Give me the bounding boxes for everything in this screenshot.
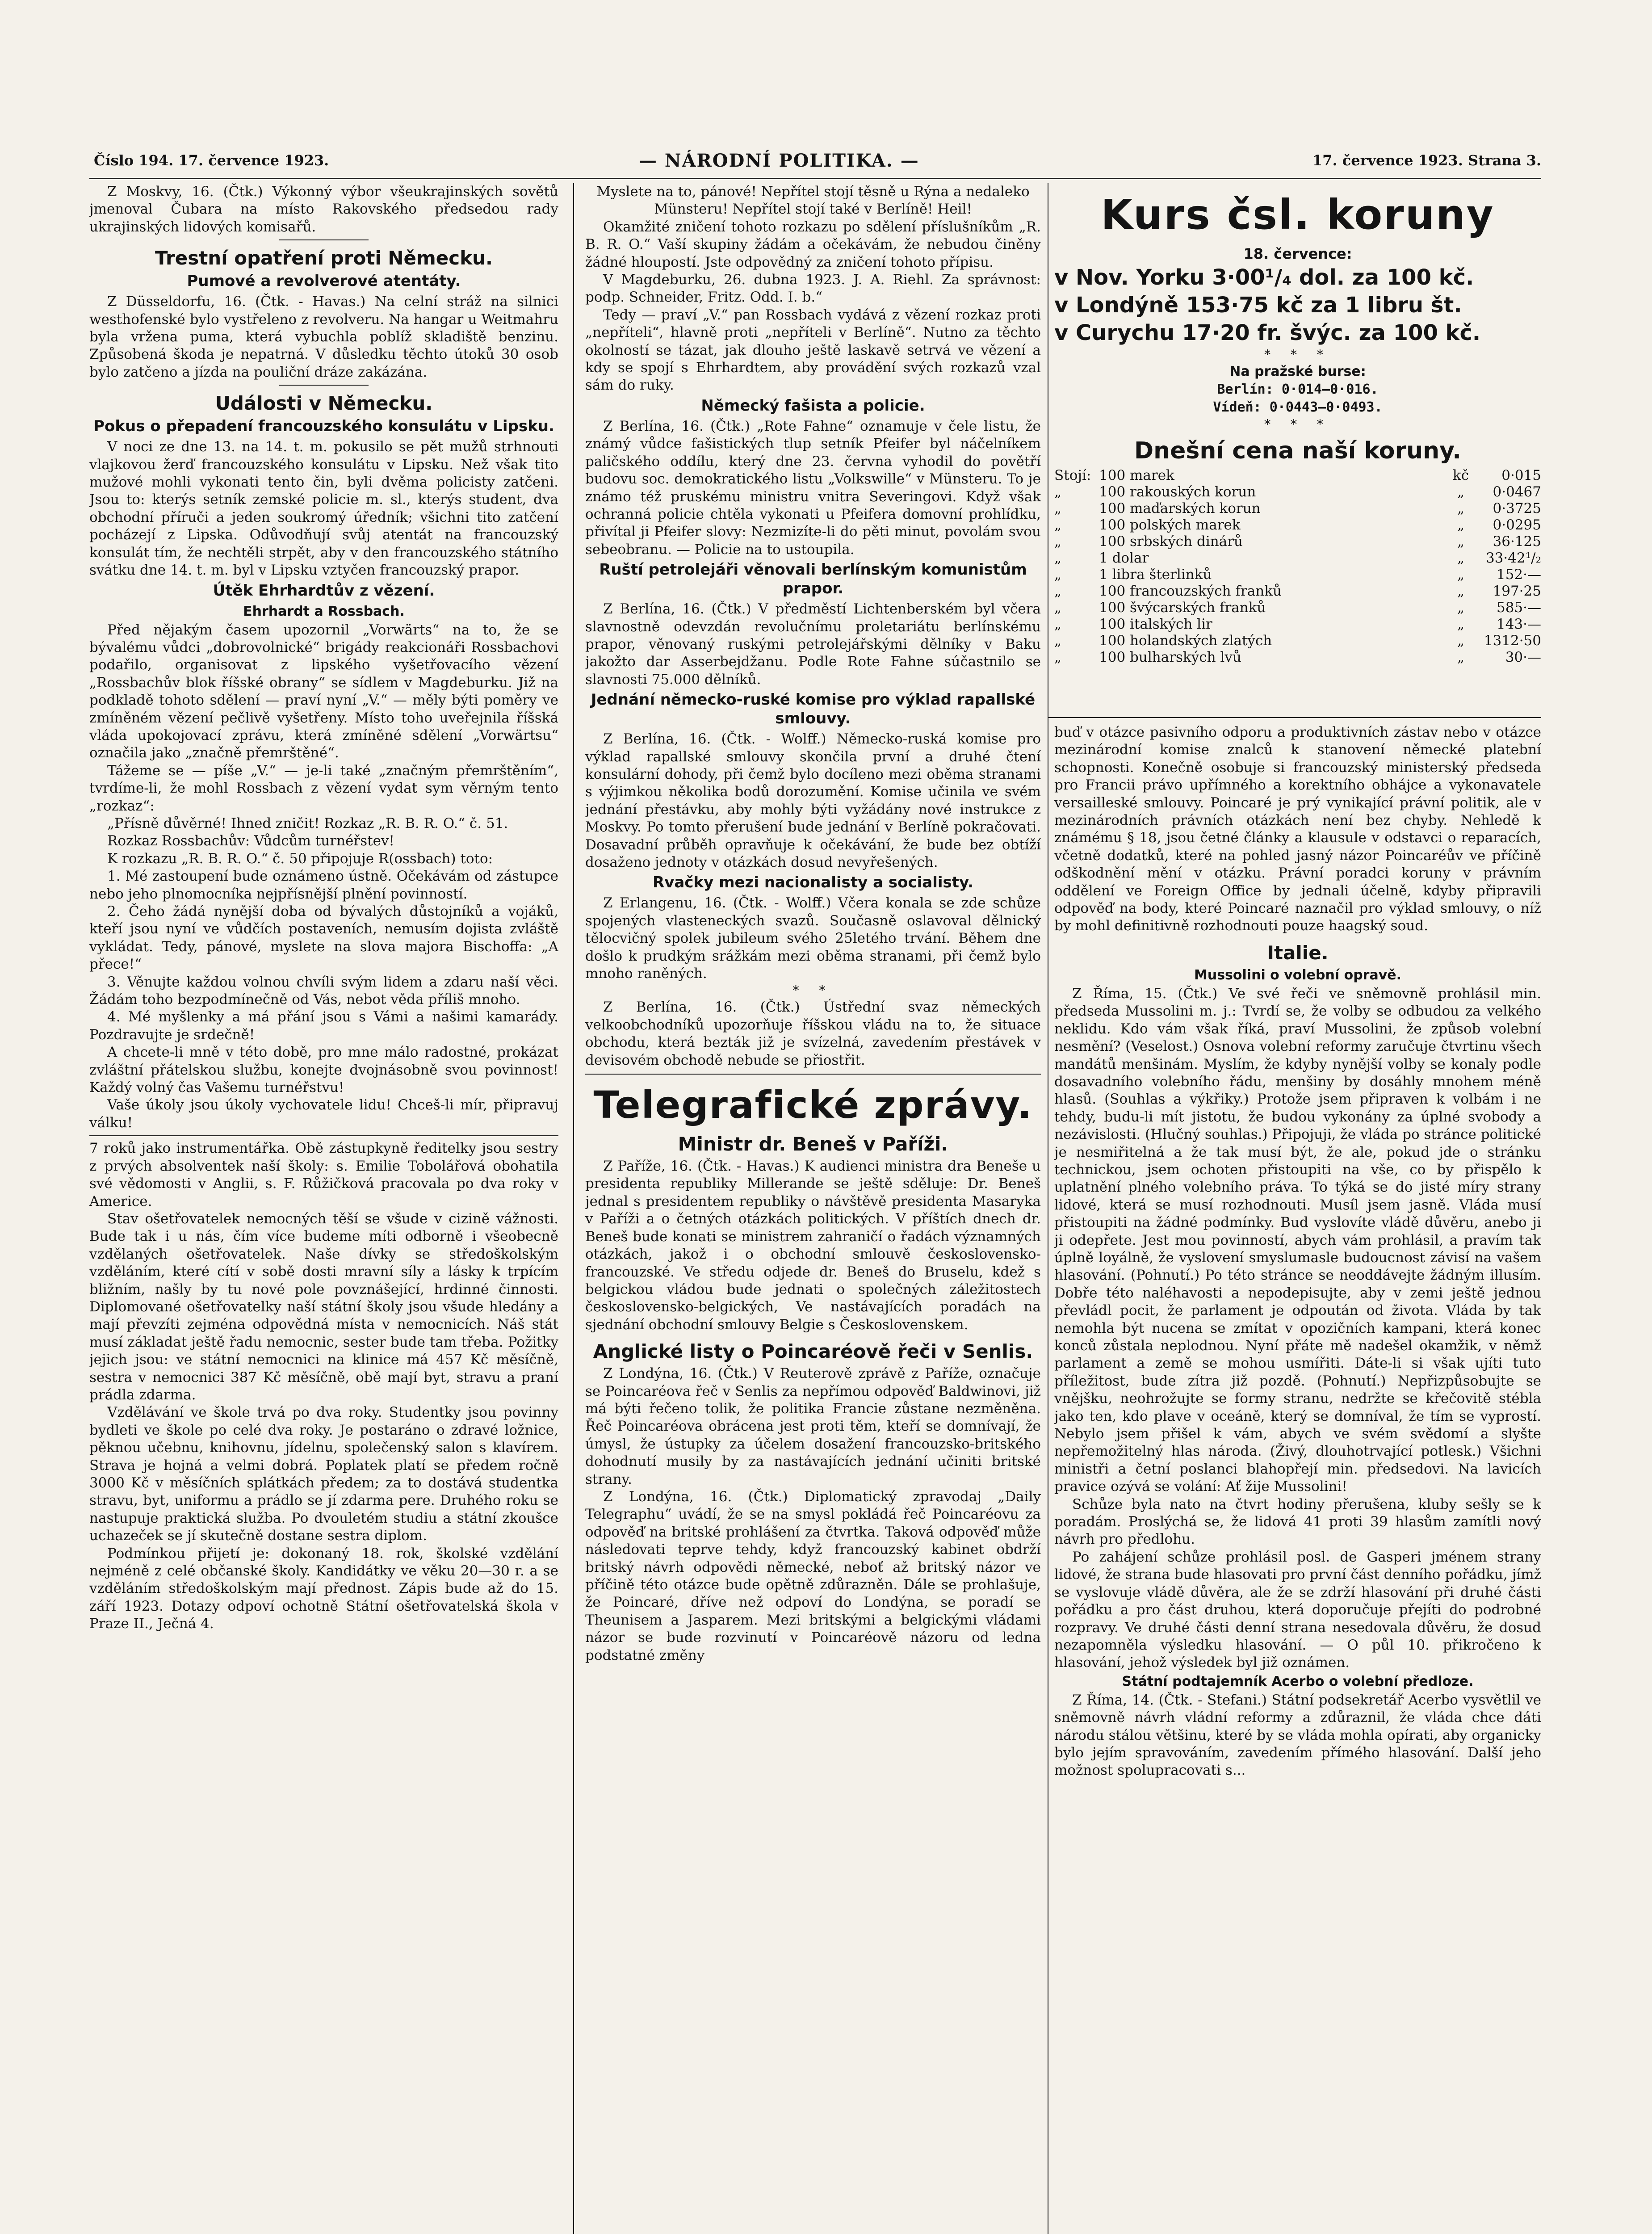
article-rusti: Z Berlína, 16. (Čtk.) V předměstí Lichtenberském byl včera slavnostně odevzdán revolučnímu proletariátu berlínskému prapor, věnovaný ruskými petrolejářskými dělníky v Baku jakožto dar Asserbejdžanu. Podle Rote Fahne súčastnilo se slavnosti 75.000 dělníků. — [585, 601, 1041, 688]
rate-row — [1054, 484, 1541, 500]
rate-unit: „ — [1457, 484, 1465, 500]
paragraph: Vaše úkoly jsou úkoly vychovatele lidu! Chceš-li mír, připravuj válku! — [89, 1097, 558, 1131]
kurs-box — [1054, 183, 1541, 715]
kurs-zurich: v Curychu 17·20 fr. švýc. za 100 kč. — [1054, 320, 1481, 345]
rate-value: 585·— — [1496, 600, 1541, 616]
subheading-pumove: Pumové a revolverové atentáty. — [187, 272, 461, 290]
paragraph: 3. Věnujte každou volnou chvíli svým lidem a zdaru naší věci. Žádám toho bezpodmínečně od Vás, nebot věda příliš mnoho. — [89, 974, 558, 1008]
heading-jednani: Jednání německo-ruské komise pro výklad rapallské smlouvy. — [591, 691, 1036, 728]
article-moskva: Z Moskvy, 16. (Čtk.) Výkonný výbor všeukrajinských sovětů jmenoval Čubara na místo Rakovského předsedou rady ukrajinských lidových komisařů. — [89, 184, 558, 235]
rate-prefix: „ — [1054, 649, 1062, 665]
rate-value: 0·0295 — [1493, 517, 1541, 533]
paragraph: 2. Čeho žádá nynější doba od bývalých důstojníků a vojáků, kteří jsou nyní ve vůdčích postaveních, nemusím dojista zvláště vykládat. Tedy, pánové, myslete na slova majora Bischoffa: „A přece!“ — [89, 903, 558, 973]
separator-stars: * * — [792, 983, 834, 998]
rate-unit: „ — [1457, 633, 1465, 649]
rate-prefix: „ — [1054, 500, 1062, 517]
rate-value: 30·— — [1505, 649, 1541, 665]
paragraph: Rozkaz Rossbachův: Vůdcům turnéřstev! — [107, 833, 394, 849]
rate-label: 100 bulharských lvů — [1099, 649, 1241, 665]
rate-value: 33·42¹/₂ — [1485, 550, 1541, 566]
rate-row — [1054, 550, 1541, 567]
heading-kurs: Kurs čsl. koruny — [1101, 191, 1495, 239]
paragraph: Tedy — praví „V.“ pan Rossbach vydává z vězení rozkaz proti „nepříteli“, hlavně proti „nepříteli v Berlíně“. Nutno za těchto okolností se tázat, jak dlouho ještě laskavě setrvá ve vězení a kdy se spojí s Ehrhardtem, aby provádění svých rozkazů vzal sám do ruky. — [585, 307, 1041, 394]
header-rule — [89, 178, 1541, 179]
section-rule — [89, 1135, 558, 1136]
paragraph: Schůze byla nato na čtvrt hodiny přerušena, kluby sešly se k poradám. Proslýchá se, že lidová 41 proti 39 hlasům zamítli nový návrh pro předlohu. — [1054, 1496, 1541, 1548]
article-anglicke-1: Z Londýna, 16. (Čtk.) V Reuterově zprávě z Paříže, označuje se Poincaréova řeč v Senlis za nepřímou odpověď Baldwinovi, již má býti řečeno tolik, že politika Francie zůstane nezměněna. Řeč Poincaréova obrácena jest proti těm, kteří se domnívají, že úmysl, že ústupky za účelem dosažení francouzsko-britského dohodnutí musily by za nastávajících jednání učiniti britské strany. — [585, 1365, 1041, 1487]
column-1 — [89, 183, 558, 2234]
rate-prefix: „ — [1054, 533, 1062, 550]
paragraph: Po zahájení schůze prohlásil posl. de Gasperi jménem strany lidové, že strana bude hlasovati pro první část denního pořádku, jímž se vyslovuje vládě důvěra, ale že se zdrží hlasování při druhé části pořádku a pro část druhou, která doporučuje přejíti do podrobné rozpravy. Ve druhé části denní strana nesedovala důvěru, že dosud nezapomněla výsledku hlasování. — O půl 10. přikročeno k hlasování, jehož výsledek byl již oznámen. — [1054, 1549, 1541, 1671]
rate-prefix: „ — [1054, 583, 1062, 599]
paragraph: 1. Mé zastoupení bude oznámeno ústně. Očekávám od zástupce nebo jeho plnomocníka nejpřísnější plnění povinností. — [89, 868, 558, 902]
kurs-london: v Londýně 153·75 kč za 1 libru št. — [1054, 293, 1462, 318]
paragraph: Vzdělávání ve škole trvá po dva roky. Studentky jsou povinny bydleti ve škole po celé dva roky. Je postaráno o zdravé ložnice, pěknou učebnu, knihovnu, jídelnu, společenský salon s klavírem. Strava je hojná a velmi dobrá. Poplatek platí se předem ročně 3000 Kč v měsíčních splátkách předem; za to dostává studentka stravu, byt, uniformu a prádlo se jí zdarma pere. Druhého roku se nastupuje praktická služba. Po dvouletém studiu a státní zkoušce uchazeček se jí skutečně dostane sestra diplom. — [89, 1404, 558, 1544]
rate-unit: kč — [1452, 467, 1469, 483]
heading-anglicke-listy: Anglické listy o Poincaréově řeči v Senlis. — [593, 1340, 1033, 1363]
issue-number: Číslo 194. 17. července 1923. — [94, 152, 329, 169]
rate-row — [1054, 567, 1541, 583]
paragraph: Z Říma, 14. (Čtk. - Stefani.) Státní podsekretář Acerbo vysvětlil ve sněmovně návrh vládní reformy a zdůraznil, že vláda chce dáti národu stálou většinu, které by se vláda mohla opírati, aby organicky bylo jejím spravováním, zavedením přímého hlasování. Další jeho možnost spolupracovati s... — [1054, 1692, 1541, 1779]
rate-value: 143·— — [1496, 616, 1541, 632]
burse-heading: Na pražské burse: — [1229, 364, 1366, 379]
kurs-new-york: v Nov. Yorku 3·00¹/₄ dol. za 100 kč. — [1054, 265, 1474, 290]
rate-unit: „ — [1457, 517, 1465, 533]
masthead: — NÁRODNÍ POLITIKA. — — [639, 150, 919, 171]
rate-unit: „ — [1457, 533, 1465, 550]
rate-row — [1054, 500, 1541, 517]
rate-prefix: Stojí: — [1054, 467, 1091, 483]
rate-value: 0·0467 — [1493, 484, 1541, 500]
divider — [279, 385, 369, 386]
rate-prefix: „ — [1054, 616, 1062, 632]
subheading-ehrhardt: Ehrhardt a Rossbach. — [243, 603, 405, 619]
heading-fasista: Německý fašista a policie. — [701, 396, 925, 415]
rate-value: 36·125 — [1493, 533, 1541, 550]
column-2 — [585, 183, 1041, 2234]
section-rule — [585, 1074, 1041, 1075]
column-3 — [1054, 724, 1541, 2234]
article-mussolini: Z Říma, 15. (Čtk.) Ve své řeči ve sněmovně prohlásil min. předseda Mussolini m. j.: Tvrdí se, že volby se odbudou za velkého neklidu. Kdo vám však říká, praví Mussolini, že způsob volební nesmění? (Veselost.) Osnova volební reformy zaručuje čtvrtinu všech mandátů menšinám. Myslím, že kdyby nynější volby se konaly podle dosavadního volebního řádu, menšiny by dosáhly mnohem méně hlasů. (Souhlas a výkřiky.) Protože jsem připraven k volbám i ne tehdy, budu-li mít jistotu, že budou vykonány za úplné svobody a nezávislosti. (Hlučný souhlas.) Připojuji, že vláda po stránce politické je nesmiřitelná a že tak musí být, že ale, pokud jde o stránku technickou, jsem ochoten přistoupiti na vše, co by přispělo k uplatnění plného volebního práva. To týká se do jisté míry strany lidové, která se musí rozhodnouti. Musíl jsem jasně. Vláda musí přistoupiti na žádné podmínky. Bud vyslovíte vládě důvěru, anebo ji ji odepřete. Jest mou povinností, abych vám prohlásil, a pravím tak úplně loyálně, že vyslovení smyslumasle budoucnost závisí na vašem hlasování. (Pohnutí.) Po této stránce se neoddávejte žádným illusím. Dobře této naléhavosti a nepodepisujte, aby v zemi ještě jednou převládl pocit, že parlament je odpoután od života. Vláda by tak nemohla být nucena se zmítat v opozičních kampani, která konec konců zůstala neplodnou. Nyní přáte mě nadešel okamžik, v němž parlament a země se mohou usmířiti. Dáte-li si však ujíti tuto příležitost, bude zítra již pozdě. (Pohnutí.) Nepřizpůsobujte se vnějšku, neohrožujte se formy stranu, nedržte se křečovitě stébla jako ten, kdo plave v oceáně, který se domníval, že tím se vyprostí. Nebylo jsem přišel k vám, abych ve svém svědomí a slyšte nepřemožitelný hlas národa. (Živý, dlouhotrvající potlesk.) Všichni ministři a četní poslanci blahopřejí min. předsedovi. Na lavicích pravice ozývá se volání: Ať žije Mussolini! — [1054, 985, 1541, 1495]
rate-label: 100 srbských dinárů — [1099, 533, 1243, 550]
divider — [279, 239, 369, 240]
rate-prefix: „ — [1054, 550, 1062, 566]
subheading-utek: Útěk Ehrhardtův z vězení. — [213, 581, 435, 600]
paragraph: „Přísně důvěrné! Ihned zničit! Rozkaz „R. B. R. O.“ č. 51. — [107, 815, 508, 831]
burse-viden: Vídeň: 0·0443—0·0493. — [1213, 399, 1383, 415]
rate-value: 197·25 — [1493, 583, 1541, 599]
heading-rusti-petrolejari: Ruští petrolejáři věnovali berlínským komunistům prapor. — [599, 561, 1027, 598]
paragraph: 4. Mé myšlenky a má přání jsou s Vámi a našimi kamarády. Pozdravujte je srdečně! — [89, 1009, 558, 1043]
rate-label: 100 rakouských korun — [1099, 484, 1256, 500]
rate-unit: „ — [1457, 600, 1465, 616]
rate-label: 1 libra šterlinků — [1099, 567, 1212, 583]
rate-prefix: „ — [1054, 517, 1062, 533]
rate-label: 100 holandských zlatých — [1099, 633, 1272, 649]
kurs-box-rule — [1048, 717, 1541, 718]
subheading-pokus: Pokus o přepadení francouzského konsulátu v Lipsku. — [93, 417, 554, 436]
separator-stars: * * * — [1264, 417, 1331, 432]
article-anglicke-2: Z Londýna, 16. (Čtk.) Diplomatický zpravodaj „Daily Telegraphu“ uvádí, že se na smysl pokládá řeč Poincaréovu za odpověď na britské prohlášení za čtvrtka. Taková odpověď může následovati teprve tehdy, když francouzský kabinet obdrží britský návrh odpovědi německé, neboť až britský názor ve příčině této otázce bude opětně zdůrazněn. Dále se prohlašuje, že Poincaré, dříve než odpoví do Londýna, se poradí se Theunisem a Jasparem. Mezi britskými a belgickými vládami názor se bude rozvinutí v Poincaréově názoru od ledna podstatné změny — [585, 1488, 1041, 1663]
rate-label: 100 švýcarských franků — [1099, 600, 1266, 616]
rate-row — [1054, 467, 1541, 484]
rate-row — [1054, 649, 1541, 666]
subheading-acerbo: Státní podtajemník Acerbo o volební předloze. — [1122, 1673, 1474, 1689]
heading-trestni-opatreni: Trestní opatření proti Německu. — [155, 247, 493, 269]
paragraph: Tážeme se — píše „V.“ — je-li také „značným přemrštěním“, tvrdíme-li, že mohl Rossbach z vězení vydat sym věrným tento „rozkaz“: — [89, 762, 558, 814]
rate-prefix: „ — [1054, 484, 1062, 500]
paragraph: Okamžité zničení tohoto rozkazu po sdělení příslušníkům „R. B. R. O.“ Vaší skupiny žádám a očekávám, že nebudou činěny žádné hloupostí. Jste odpovědný za zničení tohoto přípisu. — [585, 218, 1041, 270]
paragraph: V Magdeburku, 26. dubna 1923. J. A. Riehl. Za správnost: podp. Schneider, Fritz. Odd. I. b.“ — [585, 272, 1041, 306]
article-fasista: Z Berlína, 16. (Čtk.) „Rote Fahne“ oznamuje v čele listu, že známý vůdce fašistických tlup setník Pfeifer byl náčelníkem paličského oddílu, který dne 23. června vyhodil do povětří budovu soc. demokratického listu „Volkswille“ v Münsteru. To je známo též pruskému ministru vnitra Severingovi. Když však ochranná policie chtěla vykonati u Pfeifera domovní prohlídku, přivítal ji Pfeifer slovy: Nezmizíte-li do pěti minut, povolám svou sebeobranu. — Policie na to ustoupila. — [585, 418, 1041, 558]
article-obchod: Z Berlína, 16. (Čtk.) Ústřední svaz německých velkoobchodníků upozorňuje říšskou vládu na to, že situace obchodu, která bezták již je svízelná, zavedením přestávek v devisovém obchodě nebude se přiostřit. — [585, 999, 1041, 1068]
separator-stars: * * * — [1264, 347, 1331, 362]
rate-unit: „ — [1457, 500, 1465, 517]
heading-dnesni-cena: Dnešní cena naší koruny. — [1134, 437, 1462, 464]
paragraph: A chcete-li mně v této době, pro mne málo radostné, prokázat zvláštní přátelskou službu, konejte dvojnásobně svou povinnost! Každý volný čas Vašemu turnéřstvu! — [89, 1044, 558, 1096]
rate-row — [1054, 633, 1541, 649]
burse-berlin: Berlín: 0·014—0·016. — [1217, 382, 1379, 397]
rate-prefix: „ — [1054, 567, 1062, 583]
rate-row — [1054, 533, 1541, 550]
rate-label: 1 dolar — [1099, 550, 1149, 566]
rate-label: 100 marek — [1099, 467, 1174, 483]
rate-unit: „ — [1457, 649, 1465, 665]
rate-unit: „ — [1457, 616, 1465, 632]
rate-label: 100 polských marek — [1099, 517, 1241, 533]
heading-italie: Italie. — [1267, 941, 1329, 964]
page-header — [94, 152, 1541, 174]
rate-row — [1054, 616, 1541, 633]
rate-label: 100 francouzských franků — [1099, 583, 1282, 599]
kurs-date: 18. července: — [1243, 245, 1352, 262]
rates-table — [1054, 467, 1541, 666]
paragraph: 7 roků jako instrumentářka. Obě zástupkyně ředitelky jsou sestry z prvých absolventek naší školy: s. Emilie Tobolářová obohatila své vědomosti v Anglii, s. F. Růžičková pracovala po dva roky v Americe. — [89, 1140, 558, 1209]
rate-value: 152·— — [1496, 567, 1541, 583]
article-dusseldorf: Z Düsseldorfu, 16. (Čtk. - Havas.) Na celní stráž na silnici westhofenské bylo vystřeleno z revolveru. Na hangar u Weitmahru byla vržena puma, která vybuchla poblíž skladiště benzinu. Způsobená škoda je nepatrná. V důsledku těchto útoků 30 osob bylo zatčeno a jízda na pouliční dráze zakázána. — [89, 294, 558, 380]
paragraph: K rozkazu „R. B. R. O.“ č. 50 připojuje R(ossbach) toto: — [107, 850, 493, 867]
rate-value: 0·3725 — [1493, 500, 1541, 517]
rate-row — [1054, 583, 1541, 600]
rate-value: 0·015 — [1501, 467, 1541, 483]
column-divider-1 — [573, 183, 574, 2234]
rate-label: 100 italských lir — [1099, 616, 1212, 632]
rate-value: 1312·50 — [1484, 633, 1541, 649]
heading-benes: Ministr dr. Beneš v Paříži. — [678, 1133, 948, 1155]
subheading-mussolini: Mussolini o volební opravě. — [1194, 967, 1402, 983]
paragraph: Stav ošetřovatelek nemocných těší se všude v cizině vážnosti. Bude tak i u nás, čím více budeme míti odborně i všeobecně vzdělaných ošetřovatelek. Naše dívky se středoškolským vzděláním, které cítí v sobě dosti mravní síly a lásky k trpícím bližním, našly by tu nové pole povznášející, hrdinné činnosti. Diplomované ošetřovatelky naší státní školy jsou všude hledány a mají převzíti zejména odpovědná místa v nemocnicích. Náš stát musí základat ještě řadu nemocnic, sester bude tam třeba. Požitky jejich jsou: ve státní nemocnici na klinice má 457 Kč měsíčně, sestra v nemocnici 387 Kč měsíčně, obě mají byt, stravu a praní prádla zdarma. — [89, 1210, 558, 1403]
paragraph: buď v otázce pasivního odporu a produktivních zástav nebo v otázce mezinárodní komise znalců k stanovení německé platební schopnosti. Konečně osobuje si francouzský ministerský předseda pro Francii právo upřímného a korektního obhájce a vykonavatele versailleské smlouvy. Poincaré je prý vynikající právní politik, ale v mezinárodních právních otázkách není bez chyby. Nehledě k známému § 18, jsou četné články a klausule v odstavci o reparacích, včetně dodatků, které na pohled jasný názor Poincaréův ve příčině odškodnění mění v otázku. Právní poradci koruny v právním oddělení ve Foreign Office by jednali účelně, kdyby připravili odpověď na body, které Poincaré naznačil pro výklad smlouvy, o níž by mohl definitivně rozhodnouti pouze haagský soud. — [1054, 724, 1541, 934]
paragraph: Myslete na to, pánové! Nepřítel stojí těsně u Rýna a nedaleko Münsteru! Nepřítel stojí také v Berlíně! Heil! — [596, 184, 1030, 218]
rate-label: 100 maďarských korun — [1099, 500, 1261, 517]
article-jednani: Z Berlína, 16. (Čtk. - Wolff.) Německo-ruská komise pro výklad rapallské smlouvy skončila první a druhé čtení konsulární dohody, při čemž bylo docíleno mezi oběma stranami s výjimkou několika bodů dorozumění. Komise učinila ve svém jednání přestávku, aby mohly býti vyžádány nové instrukce z Moskvy. Po tomto přerušení bude jednání v Berlíně pokračovati. Dosavadní průběh opravňuje k očekávání, že bude bez obtíží dosaženo jednoty v otázkách dosud nevyřešených. — [585, 731, 1041, 870]
page-number: 17. července 1923. Strana 3. — [1312, 152, 1541, 169]
rate-unit: „ — [1457, 550, 1465, 566]
rate-unit: „ — [1457, 567, 1465, 583]
paragraph: Před nějakým časem upozornil „Vorwärts“ na to, že se bývalému vůdci „dobrovolnické“ brigády reakcionáři Rossbachovi podařilo, organisovat z lipského vyšetřovacího vězení „Rossbachův blok říšské obrany“ se sídlem v Magdeburku. Již na podkladě tohoto sdělení — praví nyní „V.“ — měly býti poměry ve zmíněném vězení pečlivě vyšetřeny. Místo toho uveřejnila říšská vláda upokojovací zprávu, která zmíněné sdělení „Vorwärtsu“ označila jako „značně přemrštěné“. — [89, 621, 558, 761]
rate-prefix: „ — [1054, 600, 1062, 616]
heading-udalosti: Události v Německu. — [215, 392, 433, 415]
paragraph: Podmínkou přijetí je: dokonaný 18. rok, školské vzdělání nejméně z celé občanské školy. Kandidátky ve věku 20—30 r. a se vzděláním středoškolským mají přednost. Zápis bude až do 15. září 1923. Dotazy odpoví ochotně Státní ošetřovatelská škola v Praze II., Ječná 4. — [89, 1545, 558, 1632]
heading-rvacky: Rvačky mezi nacionalisty a socialisty. — [653, 873, 973, 892]
heading-telegraficke-zpravy: Telegrafické zprávy. — [593, 1083, 1033, 1127]
article-benes: Z Paříže, 16. (Čtk. - Havas.) K audienci ministra dra Beneše u presidenta republiky Millerande se ještě sděluje: Dr. Beneš jednal s presidentem republiky o návštěvě presidenta Masaryka v Paříži a o četných otázkách politických. V příštích dnech dr. Beneš bude konati se ministrem zahraničí o řadách významných otázkách, jakož i o obchodní smlouvě československo-francouzské. Ve středu odjede dr. Beneš do Bruselu, kdež s belgickou vládou bude jednati o společných záležitostech československo-belgických, Ve nastávajících poradách na sjednání obchodní smlouvy Belgie s Československem. — [585, 1158, 1041, 1333]
rate-row — [1054, 517, 1541, 533]
rate-prefix: „ — [1054, 633, 1062, 649]
article-lipsko: V noci ze dne 13. na 14. t. m. pokusilo se pět mužů strhnouti vlajkovou žerď francouzského konsulátu v Lipsku. Než však tito mužové mohli vykonati tento čin, byli dvěma policisty zatčeni. Jsou to: kterýs setník zemské policie m. sl., kterýs student, dva obchodní příruči a jeden soukromý úředník; všichni tito zatčení pocházejí z Lipska. Odůvodňují svůj atentát na francouzský konsulát tím, že nechtěli strpět, aby v den francouzského státního svátku dne 14. t. m. byl v Lipsku vztyčen francouzský prapor. — [89, 439, 558, 579]
rate-unit: „ — [1457, 583, 1465, 599]
article-rvacky: Z Erlangenu, 16. (Čtk. - Wolff.) Včera konala se zde schůze spojených vlasteneckých svazů. Současně oslavoval dělnický tělocvičný spolek jubileum svého 25letého trvání. Během dne došlo k prudkým srážkám mezi oběma stranami, při čemž bylo mnoho raněných. — [585, 895, 1041, 982]
rate-row — [1054, 600, 1541, 616]
